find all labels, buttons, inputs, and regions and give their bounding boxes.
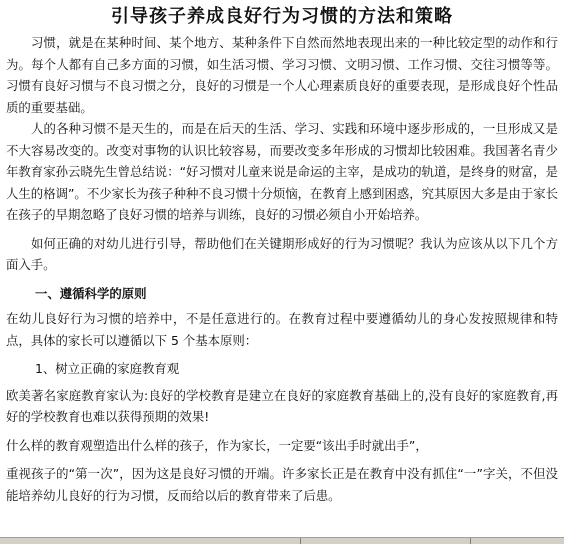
section-heading-scientific-principles: 一、遵循科学的原则 — [35, 285, 147, 301]
paragraph-habit-definition: 习惯，就是在某种时间、某个地方、某种条件下自然而然地表现出来的一种比较定型的动作和行为。每个人都有自己多方面的习惯，如生活习惯、学习习惯、文明习惯、工作习惯、交往习惯等等。习惯有良好习惯与不良习惯之分，良好的习惯是一个人心理素质良好的重要表现，是形成良好个性品质的重要基础。 — [6, 35, 558, 115]
document-title: 引导孩子养成良好行为习惯的方法和策略 — [111, 6, 453, 27]
paragraph-first-time: 重视孩子的“第一次”，因为这是良好习惯的开端。许多家长正是在教育中没有抓住“一”字关，不但没能培养幼儿良好的行为习惯，反而给以后的教育带来了后患。 — [6, 466, 558, 503]
paragraph-education-view: 什么样的教育观塑造出什么样的孩子，作为家长，一定要“该出手时就出手”， — [6, 437, 428, 453]
paragraph-principles-intro: 在幼儿良好行为习惯的培养中，不是任意进行的。在教育过程中要遵循幼儿的身心发按照规律和特点，具体的家长可以遵循以下 5 个基本原则： — [6, 311, 558, 348]
paragraph-how-to-guide: 如何正确的对幼儿进行引导，帮助他们在关键期形成好的行为习惯呢？我认为应该从以下几个方面入手。 — [6, 235, 558, 272]
paragraph-western-educators: 欧美著名家庭教育家认为:良好的学校教育是建立在良好的家庭教育基础上的,没有良好的家庭教育,再好的学校教育也难以获得预期的效果! — [6, 387, 558, 424]
subheading-family-education-view: 1、树立正确的家庭教育观 — [35, 361, 180, 376]
scrollbar-divider — [300, 538, 301, 544]
scrollbar-divider — [470, 538, 471, 544]
paragraph-habit-formation: 人的各种习惯不是天生的，而是在后天的生活、学习、实践和环境中逐步形成的，一旦形成又是不大容易改变的。改变对事物的认识比较容易，而要改变多年形成的习惯却比较困难。我国著名青少年教育家孙云晓先生曾总结说：“好习惯对儿童来说是命运的主宰，是成功的轨道，是终身的财富，是人生的格调”。不少家长为孩子种种不良习惯十分烦恼，在教育上感到困惑，究其原因大多是由于家长在孩子的早期忽略了良好习惯的培养与训练，良好的习惯必须自小开始培养。 — [6, 121, 558, 222]
bottom-scrollbar-edge[interactable] — [0, 537, 564, 544]
